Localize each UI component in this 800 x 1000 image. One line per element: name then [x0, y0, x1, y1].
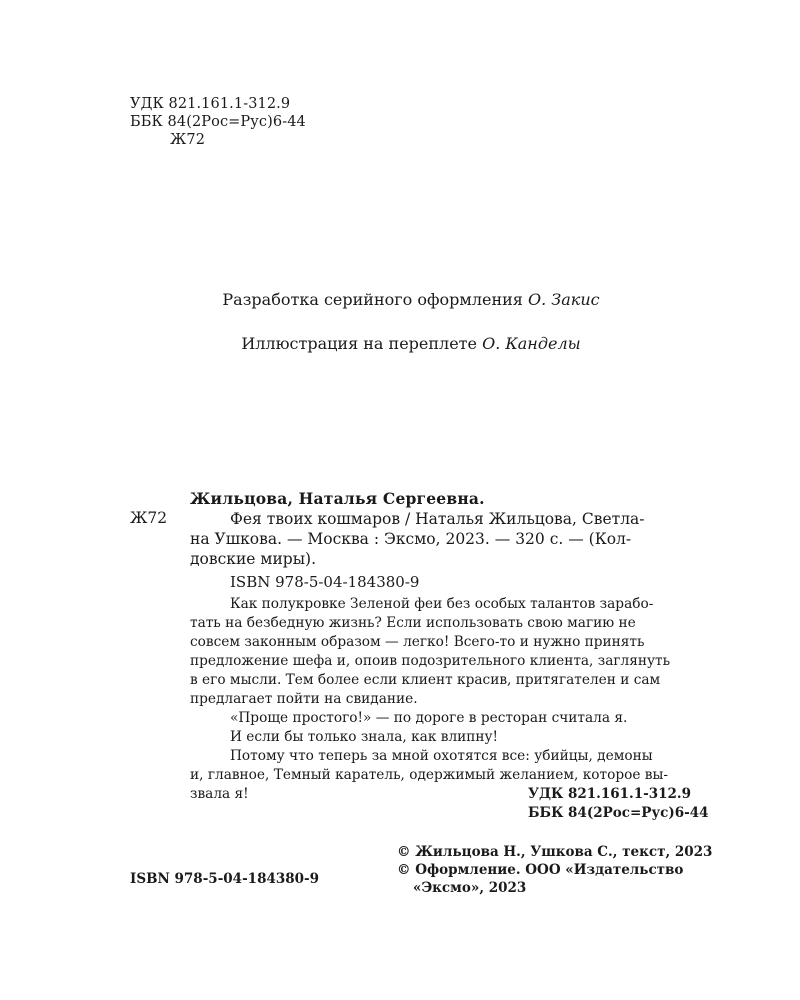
series-design-person: О. Закис: [527, 290, 600, 309]
footer-isbn: ISBN 978-5-04-184380-9: [130, 871, 320, 887]
annotation-line: Потому что теперь за мной охотятся все: убийцы, демоны: [230, 748, 653, 764]
series-design-label: Разработка серийного оформления: [222, 290, 523, 309]
bib-author-heading: Жильцова, Наталья Сергеевна.: [190, 489, 485, 508]
series-design-credit: [0, 290, 800, 310]
illustration-credit: [0, 334, 800, 354]
bbk-code-bottom: ББК 84(2Рос=Рус)6-44: [528, 805, 709, 821]
copyright-design: © Оформление. ООО «Издательство: [397, 862, 684, 878]
annotation-line: И если бы только знала, как влипну!: [230, 729, 499, 745]
bib-author-mark: Ж72: [130, 509, 168, 527]
author-mark: Ж72: [170, 132, 206, 148]
bbk-code: ББК 84(2Рос=Рус)6-44: [130, 114, 306, 130]
udk-code: УДК 821.161.1-312.9: [130, 96, 291, 112]
annotation-line: и, главное, Темный каратель, одержимый желанием, которое вы-: [190, 767, 669, 783]
annotation-line: тать на безбедную жизнь? Если использовать свою магию не: [190, 615, 636, 631]
annotation-line: Как полукровке Зеленой феи без особых талантов зарабо-: [230, 596, 654, 612]
bib-line: на Ушкова. — Москва : Эксмо, 2023. — 320 с. — (Кол-: [190, 530, 632, 548]
annotation-line: в его мысли. Тем более если клиент красив, притягателен и сам: [190, 672, 661, 688]
copyright-design-cont: «Эксмо», 2023: [413, 880, 527, 896]
annotation-line: «Проще простого!» — по дороге в ресторан считала я.: [230, 710, 628, 726]
copyright-text: © Жильцова Н., Ушкова С., текст, 2023: [397, 844, 713, 860]
annotation-line: совсем законным образом — легко! Всего-то и нужно принять: [190, 634, 645, 650]
annotation-line: предложение шефа и, опоив подозрительного клиента, заглянуть: [190, 653, 671, 669]
udk-code-bottom: УДК 821.161.1-312.9: [528, 786, 691, 802]
bib-line: довские миры).: [190, 550, 317, 568]
bib-line: Фея твоих кошмаров / Наталья Жильцова, Светла-: [230, 510, 645, 528]
illustration-person: О. Канделы: [482, 334, 581, 353]
bib-isbn: ISBN 978-5-04-184380-9: [230, 573, 420, 591]
illustration-label: Иллюстрация на переплете: [241, 334, 477, 353]
annotation-line: звала я!: [190, 786, 249, 802]
annotation-line: предлагает пойти на свидание.: [190, 691, 418, 707]
